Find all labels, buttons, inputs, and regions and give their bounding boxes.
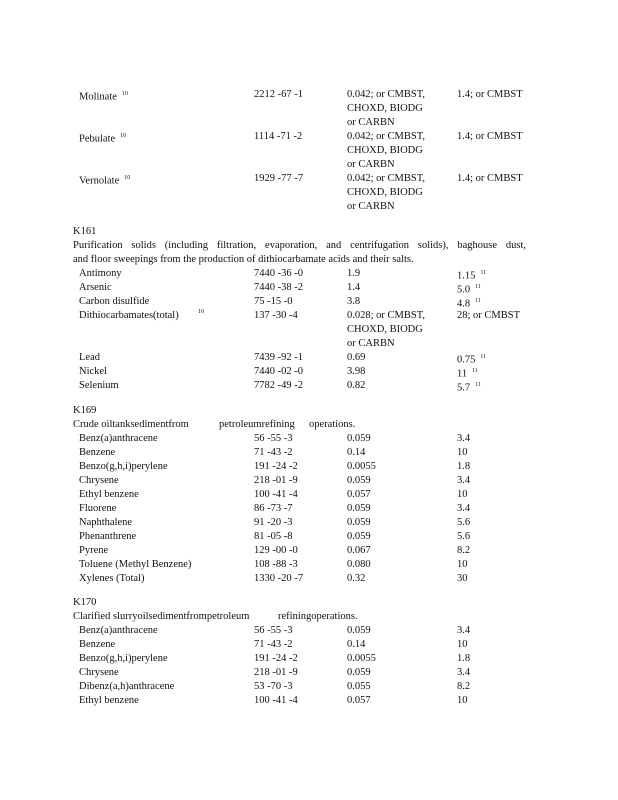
nonwastewater-standard: 3.4 [457,433,471,444]
constituent-name: Fluorene [79,503,117,514]
constituent-name: Pyrene [79,545,109,556]
wastewater-standard: 0.057 [347,489,371,500]
wastewater-standard: 0.059 [347,433,371,444]
wastewater-standard: 0.0055 [347,653,376,664]
cas-number: 53 -70 -3 [254,681,293,692]
nonwastewater-standard: 1.4; or CMBST [457,131,523,142]
constituent-name: Chrysene [79,667,119,678]
cas-number: 1929 -77 -7 [254,173,303,184]
cas-number: 86 -73 -7 [254,503,293,514]
wastewater-standard: 0.042; or CMBST, CHOXD, BIODG or CARBN [347,89,425,128]
nonwastewater-standard: 8.2 [457,681,471,692]
cas-number: 137 -30 -4 [254,310,298,321]
constituent-name: Dithiocarbamates(total) [79,310,179,321]
wastewater-standard: 0.0055 [347,461,376,472]
constituent-name: Phenanthrene [79,531,137,542]
nonwastewater-standard: 10 [457,489,468,500]
nonwastewater-standard: 5.6 [457,517,471,528]
nonwastewater-standard: 28; or CMBST [457,310,521,321]
nonwastewater-standard: 3.4 [457,475,471,486]
cas-number: 7440 -02 -0 [254,366,303,377]
nonwastewater-standard: 30 [457,573,468,584]
wastewater-standard: 0.042; or CMBST, CHOXD, BIODG or CARBN [347,131,425,170]
wastewater-standard: 0.059 [347,531,371,542]
cas-number: 218 -01 -9 [254,667,298,678]
constituent-name: Molinate $^{10}$ [79,91,128,103]
constituent-name: Naphthalene [79,517,133,528]
cas-number: 56 -55 -3 [254,625,293,636]
cas-number: 71 -43 -2 [254,639,293,650]
waste-code-k170: K170 [73,597,97,608]
constituent-name: Carbon disulfide [79,296,150,307]
footnote-ref: 11 [475,298,481,304]
nonwastewater-standard: 1.4; or CMBST [457,89,523,100]
wastewater-standard: 0.059 [347,475,371,486]
cas-number: 75 -15 -0 [254,296,293,307]
cas-number: 7782 -49 -2 [254,380,303,391]
nonwastewater-standard: 8.2 [457,545,471,556]
constituent-name: Nickel [79,366,107,377]
constituent-name: Benzene [79,639,116,650]
constituent-name: Arsenic [79,282,112,293]
nonwastewater-standard: 1.8 [457,653,471,664]
footnote-ref: 11 [472,368,478,374]
wastewater-standard: 0.32 [347,573,366,584]
constituent-name: Chrysene [79,475,119,486]
nonwastewater-standard: 1.4; or CMBST [457,173,523,184]
nonwastewater-standard: 5.7 $^{11}$ [457,382,481,394]
constituent-name: Ethyl benzene [79,489,139,500]
wastewater-standard: 0.69 [347,352,366,363]
cas-number: 218 -01 -9 [254,475,298,486]
cas-number: 108 -88 -3 [254,559,298,570]
constituent-name: Benzo(g,h,i)perylene [79,461,168,472]
waste-code-k169: K169 [73,405,97,416]
wastewater-standard: 3.98 [347,366,366,377]
waste-code-k161: K161 [73,226,97,237]
nonwastewater-standard: 5.6 [457,531,471,542]
wastewater-standard: 0.055 [347,681,371,692]
cas-number: 191 -24 -2 [254,461,298,472]
constituent-name: Dibenz(a,h)anthracene [79,681,175,692]
wastewater-standard: 0.059 [347,667,371,678]
waste-description: Purification solids (including filtration, evaporation, and centrifugation solids), baghouse dust, [73,240,526,251]
cas-number: 71 -43 -2 [254,447,293,458]
constituent-name: Ethyl benzene [79,695,139,706]
cas-number: 100 -41 -4 [254,489,298,500]
constituent-name: Benz(a)anthracene [79,625,158,636]
footnote-ref: 11 [475,382,481,388]
cas-number: 81 -05 -8 [254,531,293,542]
cas-number: 56 -55 -3 [254,433,293,444]
constituent-name: Lead [79,352,100,363]
cas-number: 1114 -71 -2 [254,131,303,142]
wastewater-standard: 0.028; or CMBST, CHOXD, BIODG or CARBN [347,310,425,349]
wastewater-standard: 0.059 [347,503,371,514]
cas-number: 129 -00 -0 [254,545,298,556]
footnote-ref: 10 [120,133,127,139]
waste-description: and floor sweepings from the production of dithiocarbamate acids and their salts. [73,254,414,265]
constituent-name: Toluene (Methyl Benzene) [79,559,192,570]
footnote-ref: 11 [475,284,481,290]
nonwastewater-standard: 11 $^{11}$ [457,368,478,380]
wastewater-standard: 0.042; or CMBST, CHOXD, BIODG or CARBN [347,173,425,212]
wastewater-standard: 0.080 [347,559,371,570]
nonwastewater-standard: 5.0 $^{11}$ [457,284,481,296]
wastewater-standard: 0.057 [347,695,371,706]
nonwastewater-standard: 1.8 [457,461,471,472]
nonwastewater-standard: 3.4 [457,503,471,514]
nonwastewater-standard: 10 [457,639,468,650]
wastewater-standard: 0.059 [347,625,371,636]
nonwastewater-standard: 10 [457,695,468,706]
footnote-ref: 10 [198,309,204,315]
wastewater-standard: 0.059 [347,517,371,528]
constituent-name: Pebulate $^{10}$ [79,133,127,145]
nonwastewater-standard: 1.15 $^{11}$ [457,270,487,282]
footnote-ref: 11 [480,270,487,276]
footnote-ref: 10 [124,175,131,181]
cas-number: 191 -24 -2 [254,653,298,664]
footnote-ref: 11 [480,354,487,360]
nonwastewater-standard: 3.4 [457,667,471,678]
wastewater-standard: 0.14 [347,639,366,650]
cas-number: 91 -20 -3 [254,517,293,528]
constituent-name: Vernolate $^{10}$ [79,175,131,187]
document-page: Molinate $^{10}$ 2212 -67 -1 0.042; or CMBST, CHOXD, BIODG or CARBN 1.4; or CMBST Pebulate $^{10}$ 1114 -71 -2 0.042; or CMBST, CHOXD, BIODG or CARBN 1.4; or CMBST Vernolate $^{10}$ 1929 -77 -7 0.042; or CMBST, CHOXD, BIODG or CARBN 1.4; or CMBST K161 Purification solids (including filtration, evaporation, and centrifugation solids), baghouse dust, and floor sweepings from the production of dithiocarbamate acids and their salts. Antimony 7440 -36 -0 1.9 1.15 $^{11}$ Arsenic 7440 -38 -2 1.4 5.0 $^{11}$ Carbon disulfide 75 -15 -0 3.8 4.8 $^{11}$ Dithiocarbamates(total) 10 137 -30 -4 0.028; or CMBST, CHOXD, BIODG or CARBN 28; or CMBST Lead 7439 -92 -1 0.69 0.75 $^{11}$ Nickel 7440 -02 -0 3.98 11 $^{11}$ Selenium 7782 -49 -2 0.82 5.7 $^{11}$ K169 Crude oiltanksedimentfrom petroleumrefining operations. Benz(a)anthracene 56 -55 -3 0.059 3.4 Benzene 71 -43 -2 0.14 10 Benzo(g,h,i)perylene 191 -24 -2 0.0055 1.8 Chrysene 218 -01 -9 0.059 3.4 Ethyl benzene 100 -41 -4 0.057 10 Fluorene 86 -73 -7 0.059 3.4 Naphthalene 91 -20 -3 0.059 5.6 Phenanthrene 81 -05 -8 0.059 5.6 Pyrene 129 -00 -0 0.067 8.2 Toluene (Methyl Benzene) 108 -88 -3 0.080 10 Xylenes (Total) 1330 -20 -7 0.32 30 K170 Clarified slurryoilsedimentfrompetroleum refiningoperations. Benz(a)anthracene 56 -55 -3 0.059 3.4 Benzene 71 -43 -2 0.14 10 Benzo(g,h,i)perylene 191 -24 -2 0.0055 1.8 Chrysene 218 -01 -9 0.059 3.4 Dibenz(a,h)anthracene 53 -70 -3 0.055 8.2 Ethyl benzene 100 -41 -4 0.057 10 [73,89,526,706]
constituent-name: Benzene [79,447,116,458]
constituent-name: Antimony [79,268,122,279]
wastewater-standard: 0.067 [347,545,371,556]
constituent-name: Benzo(g,h,i)perylene [79,653,168,664]
footnote-ref: 10 [121,91,128,97]
nonwastewater-standard: 0.75 $^{11}$ [457,354,487,366]
constituent-name: Benz(a)anthracene [79,433,158,444]
wastewater-standard: 1.4 [347,282,361,293]
wastewater-standard: 0.82 [347,380,366,391]
nonwastewater-standard: 10 [457,447,468,458]
cas-number: 7440 -36 -0 [254,268,303,279]
cas-number: 1330 -20 -7 [254,573,303,584]
constituent-name: Xylenes (Total) [79,573,145,584]
constituent-name: Selenium [79,380,119,391]
wastewater-standard: 1.9 [347,268,361,279]
nonwastewater-standard: 3.4 [457,625,471,636]
wastewater-standard: 3.8 [347,296,361,307]
nonwastewater-standard: 10 [457,559,468,570]
cas-number: 100 -41 -4 [254,695,298,706]
cas-number: 7439 -92 -1 [254,352,303,363]
wastewater-standard: 0.14 [347,447,366,458]
cas-number: 2212 -67 -1 [254,89,303,100]
nonwastewater-standard: 4.8 $^{11}$ [457,298,481,310]
cas-number: 7440 -38 -2 [254,282,303,293]
